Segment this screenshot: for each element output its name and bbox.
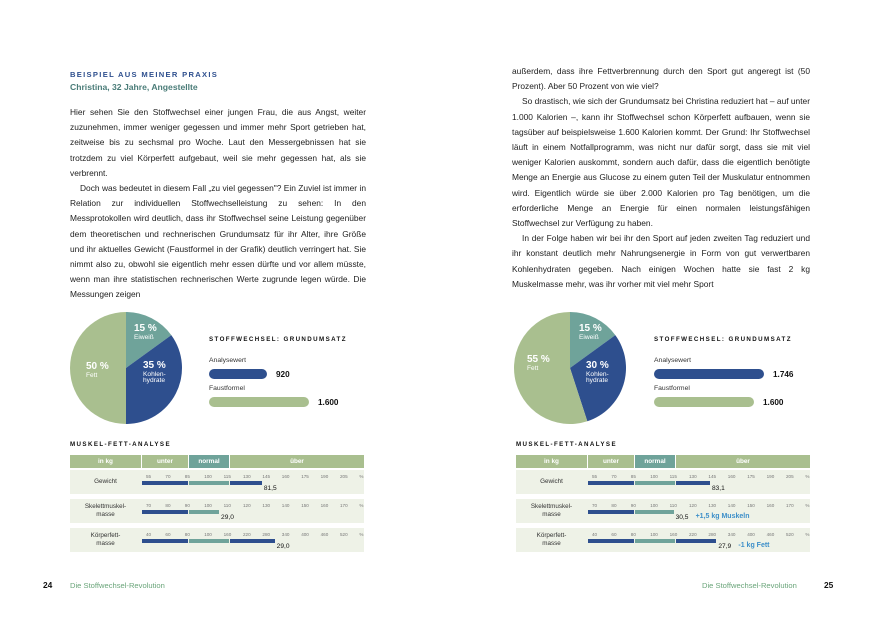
tick-label: 160: [766, 503, 775, 508]
tick-label: 100: [204, 474, 212, 479]
running-title: Die Stoffwechsel-Revolution: [702, 581, 797, 590]
tick-label: 280: [708, 532, 717, 537]
tick-label: 85: [630, 474, 636, 479]
analysis-value-bar: [209, 369, 267, 379]
tick-label: 100: [204, 532, 212, 537]
page-number: 25: [824, 580, 834, 590]
analysis-value-label: Analysewert: [209, 357, 247, 364]
measurement-segment: [142, 481, 188, 485]
tick-label: %: [805, 532, 810, 537]
pie-label-protein: 15 % Eiweiß: [134, 323, 157, 341]
header-over: über: [676, 455, 810, 468]
tick-label: 130: [243, 474, 251, 479]
tick-label: 340: [281, 532, 290, 537]
rule-of-thumb-bar: [209, 397, 309, 407]
analysis-value: 920: [276, 370, 290, 379]
measurement-segment: [230, 539, 275, 543]
tick-label: 85: [184, 474, 190, 479]
tick-label: 145: [708, 474, 717, 479]
measurement-segment: [142, 510, 188, 514]
basal-metabolism-title: STOFFWECHSEL: GRUNDUMSATZ: [654, 336, 792, 343]
tick-label: 520: [786, 532, 794, 537]
scale-ticks: [146, 503, 364, 509]
tick-label: %: [359, 503, 364, 508]
row-label: [516, 503, 587, 519]
tick-label: 70: [592, 503, 598, 508]
paragraph: außerdem, dass ihre Fettverbrennung durch den Sport gut angeregt ist (50 Prozent). Aber 50 Prozent von wie viel?: [512, 66, 810, 92]
row-label-line: masse: [542, 539, 561, 547]
example-heading: BEISPIEL AUS MEINER PRAXIS: [70, 70, 219, 79]
row-label-line: Körperfett-: [536, 532, 567, 539]
tick-label: 160: [669, 532, 678, 537]
header-under: unter: [588, 455, 634, 468]
header-over: über: [230, 455, 364, 468]
scale-ticks: [146, 532, 364, 538]
measurement-segment: [588, 510, 634, 514]
tick-label: 80: [630, 532, 636, 537]
tick-label: 60: [611, 532, 617, 537]
muscle-fat-analysis-table: [516, 455, 810, 558]
measurement-segment: [635, 481, 675, 485]
tick-label: %: [359, 532, 364, 537]
body-text: [70, 105, 366, 303]
pie-label-fat: 55 % Fett: [527, 354, 550, 372]
tick-label: 40: [592, 532, 598, 537]
scale-ticks: [592, 532, 810, 538]
tick-label: 120: [243, 503, 251, 508]
muscle-fat-analysis-title: MUSKEL-FETT-ANALYSE: [70, 441, 171, 448]
tick-label: 205: [340, 474, 348, 479]
header-unit: in kg: [70, 455, 141, 468]
tick-label: 60: [165, 532, 171, 537]
pie-label-carbs: 30 % Kohlen- hydrate: [586, 360, 609, 385]
muscle-fat-analysis-table: [70, 455, 364, 558]
tick-label: 100: [650, 474, 658, 479]
pie-label-carbs: 35 % Kohlen- hydrate: [143, 360, 166, 385]
tick-label: 160: [320, 503, 329, 508]
measurement-segment: [635, 510, 674, 514]
tick-label: 205: [786, 474, 794, 479]
tick-label: 90: [184, 503, 190, 508]
tick-label: 80: [184, 532, 190, 537]
paragraph: Hier sehen Sie den Stoffwechsel einer jungen Frau, die aus Angst, weiter zuzunehmen, immer weniger gegessen und immer mehr Sport getrieben hat, zeitweise bis zu sechsmal pro Woche. Laut den Messergebnissen hat sie trotzdem zu viel Körperfett aufgebaut, weil sie mehr gegessen hat, als sie verbrennt.: [70, 107, 366, 178]
pie-label-protein: 15 % Eiweiß: [579, 323, 602, 341]
scale-ticks: [146, 474, 364, 480]
rule-of-thumb-value: 1.600: [763, 398, 784, 407]
table-row: [70, 528, 364, 552]
paragraph: Doch was bedeutet in diesem Fall „zu viel gegessen"? Ein Zuviel ist immer in Relation zur individuellen Stoffwechselleistung zu sehen: In den Messprotokollen wird deutlich, dass ihr Stoffwechsel seine Leistung gegenüber dem theoretischen und rechnerischen Grundumsatz für ihr Alter, ihre Größe und ihr aktuelles Gewicht (Faustformel in der Grafik) deutlich verringert hat. Sie nimmt also zu, obwohl sie eigentlich mehr essen dürfte und vor allem müsste, wenn man ihre statistischen rechnerischen Werte zugrunde legen würde. Die Messungen zeigen: [70, 183, 366, 300]
tick-label: 190: [766, 474, 775, 479]
tick-label: 100: [650, 532, 658, 537]
tick-label: 220: [689, 532, 697, 537]
row-label-line: masse: [542, 510, 561, 518]
pie-label-fat: 50 % Fett: [86, 361, 109, 379]
measurement-value: 83,1: [711, 485, 725, 492]
rule-of-thumb-value: 1.600: [318, 398, 339, 407]
rule-of-thumb-label: Faustformel: [654, 385, 690, 392]
row-label-line: Skelettmuskel-: [84, 503, 127, 510]
tick-label: 400: [301, 532, 309, 537]
measurement-segment: [676, 481, 710, 485]
running-title: Die Stoffwechsel-Revolution: [70, 581, 165, 590]
header-unit: in kg: [516, 455, 587, 468]
measurement-segment: [676, 539, 716, 543]
table-row: [516, 528, 810, 552]
row-label: [70, 503, 141, 519]
tick-label: 400: [747, 532, 755, 537]
tick-label: 120: [689, 503, 697, 508]
table-row: [516, 470, 810, 494]
tick-label: 190: [320, 474, 329, 479]
table-row: [70, 470, 364, 494]
row-label: Gewicht: [540, 478, 563, 485]
tick-label: 160: [223, 532, 232, 537]
tick-label: 130: [689, 474, 697, 479]
tick-label: 110: [669, 503, 677, 508]
paragraph: In der Folge haben wir bei ihr den Sport auf jeden zweiten Tag reduziert und ihr konstant deutlich mehr Nahrungsenergie in Form von gut verwertbaren Kohlenhydraten gegeben. Nach einigen Wochen hatte sie fast 2 kg Muskelmasse mehr, was ihr vorher mit viel mehr Sport: [512, 233, 810, 289]
tick-label: 100: [650, 503, 658, 508]
tick-label: 160: [727, 474, 736, 479]
rule-of-thumb-bar: [654, 397, 754, 407]
tick-label: 220: [243, 532, 251, 537]
tick-label: 55: [146, 474, 152, 479]
measurement-value: 27,9: [718, 543, 732, 550]
header-normal: normal: [635, 455, 675, 468]
measurement-segment: [588, 539, 634, 543]
example-subheading: Christina, 32 Jahre, Angestellte: [70, 82, 198, 92]
scale-ticks: [592, 503, 810, 509]
tick-label: 80: [611, 503, 617, 508]
measurement-value: 29,0: [276, 543, 290, 550]
tick-label: 520: [340, 532, 348, 537]
measurement-value: 30,5: [675, 514, 689, 521]
measurement-segment: [230, 481, 262, 485]
measurement-segment: [189, 481, 229, 485]
analysis-value-bar: [654, 369, 764, 379]
tick-label: 80: [165, 503, 171, 508]
tick-label: 130: [708, 503, 717, 508]
tick-label: 150: [747, 503, 755, 508]
row-label: Gewicht: [94, 478, 117, 485]
tick-label: 90: [630, 503, 636, 508]
page-number: 24: [43, 580, 53, 590]
tick-label: 110: [223, 503, 231, 508]
measurement-bar: [142, 481, 356, 485]
measurement-segment: [189, 539, 229, 543]
measurement-segment: [635, 539, 675, 543]
tick-label: 460: [320, 532, 329, 537]
tick-label: 70: [611, 474, 617, 479]
measurement-bar: [142, 510, 356, 514]
tick-label: 140: [281, 503, 290, 508]
row-label-line: Körperfett-: [90, 532, 121, 539]
tick-label: 100: [204, 503, 212, 508]
table-row: [516, 499, 810, 523]
muscle-fat-analysis-title: MUSKEL-FETT-ANALYSE: [516, 441, 617, 448]
tick-label: 160: [281, 474, 290, 479]
right-page: [440, 0, 879, 624]
measurement-segment: [142, 539, 188, 543]
measurement-value: 29,0: [221, 514, 234, 521]
change-annotation: +1,5 kg Muskeln: [695, 513, 750, 520]
measurement-segment: [189, 510, 219, 514]
tick-label: %: [359, 474, 364, 479]
measurement-value: 81,5: [263, 485, 277, 492]
tick-label: 150: [301, 503, 309, 508]
tick-label: 280: [262, 532, 271, 537]
rule-of-thumb-label: Faustformel: [209, 385, 245, 392]
measurement-bar: [142, 539, 356, 543]
tick-label: 130: [262, 503, 271, 508]
tick-label: %: [805, 474, 810, 479]
tick-label: 70: [165, 474, 171, 479]
tick-label: 170: [786, 503, 794, 508]
paragraph: So drastisch, wie sich der Grundumsatz bei Christina reduziert hat – auf unter 1.000 Kalorien –, kann ihr Stoffwechsel schon Körperfett aufbauen, wenn sie tagsüber auf beispielsweise 1.600 Kalorien kommt. Der Grund: Ihr Stoffwechsel läuft in einem Notfallprogramm, was nicht nur dafür sorgt, dass sie mit viel weniger Kalorien auskommt, sondern auch dafür, dass die eigentlich benötigte Menge an Energie aus Glucose zu einem guten Teil der Muskulatur entnommen wird. Eigentlich würde sie über 2.000 Kalorien pro Tag benötigen, um die erforderliche Menge an Energie für einen normalen leistungsfähigen Stoffwechsel zur Verfügung zu haben.: [512, 96, 810, 229]
row-label: [516, 532, 587, 548]
tick-label: 170: [340, 503, 348, 508]
header-under: unter: [142, 455, 188, 468]
row-label: [70, 532, 141, 548]
tick-label: 145: [262, 474, 271, 479]
tick-label: 340: [727, 532, 736, 537]
row-label-line: Skelettmuskel-: [530, 503, 573, 510]
table-row: [70, 499, 364, 523]
change-annotation: -1 kg Fett: [738, 542, 770, 549]
body-text: [512, 64, 810, 292]
tick-label: 55: [592, 474, 598, 479]
tick-label: 175: [747, 474, 755, 479]
tick-label: %: [805, 503, 810, 508]
tick-label: 115: [223, 474, 231, 479]
scale-ticks: [592, 474, 810, 480]
tick-label: 175: [301, 474, 309, 479]
analysis-value-label: Analysewert: [654, 357, 692, 364]
tick-label: 115: [669, 474, 677, 479]
tick-label: 70: [146, 503, 152, 508]
tick-label: 460: [766, 532, 775, 537]
tick-label: 40: [146, 532, 152, 537]
row-label-line: masse: [96, 539, 115, 547]
basal-metabolism-title: STOFFWECHSEL: GRUNDUMSATZ: [209, 336, 347, 343]
tick-label: 140: [727, 503, 736, 508]
row-label-line: masse: [96, 510, 115, 518]
header-normal: normal: [189, 455, 229, 468]
measurement-bar: [588, 481, 802, 485]
analysis-value: 1.746: [773, 370, 794, 379]
measurement-segment: [588, 481, 634, 485]
